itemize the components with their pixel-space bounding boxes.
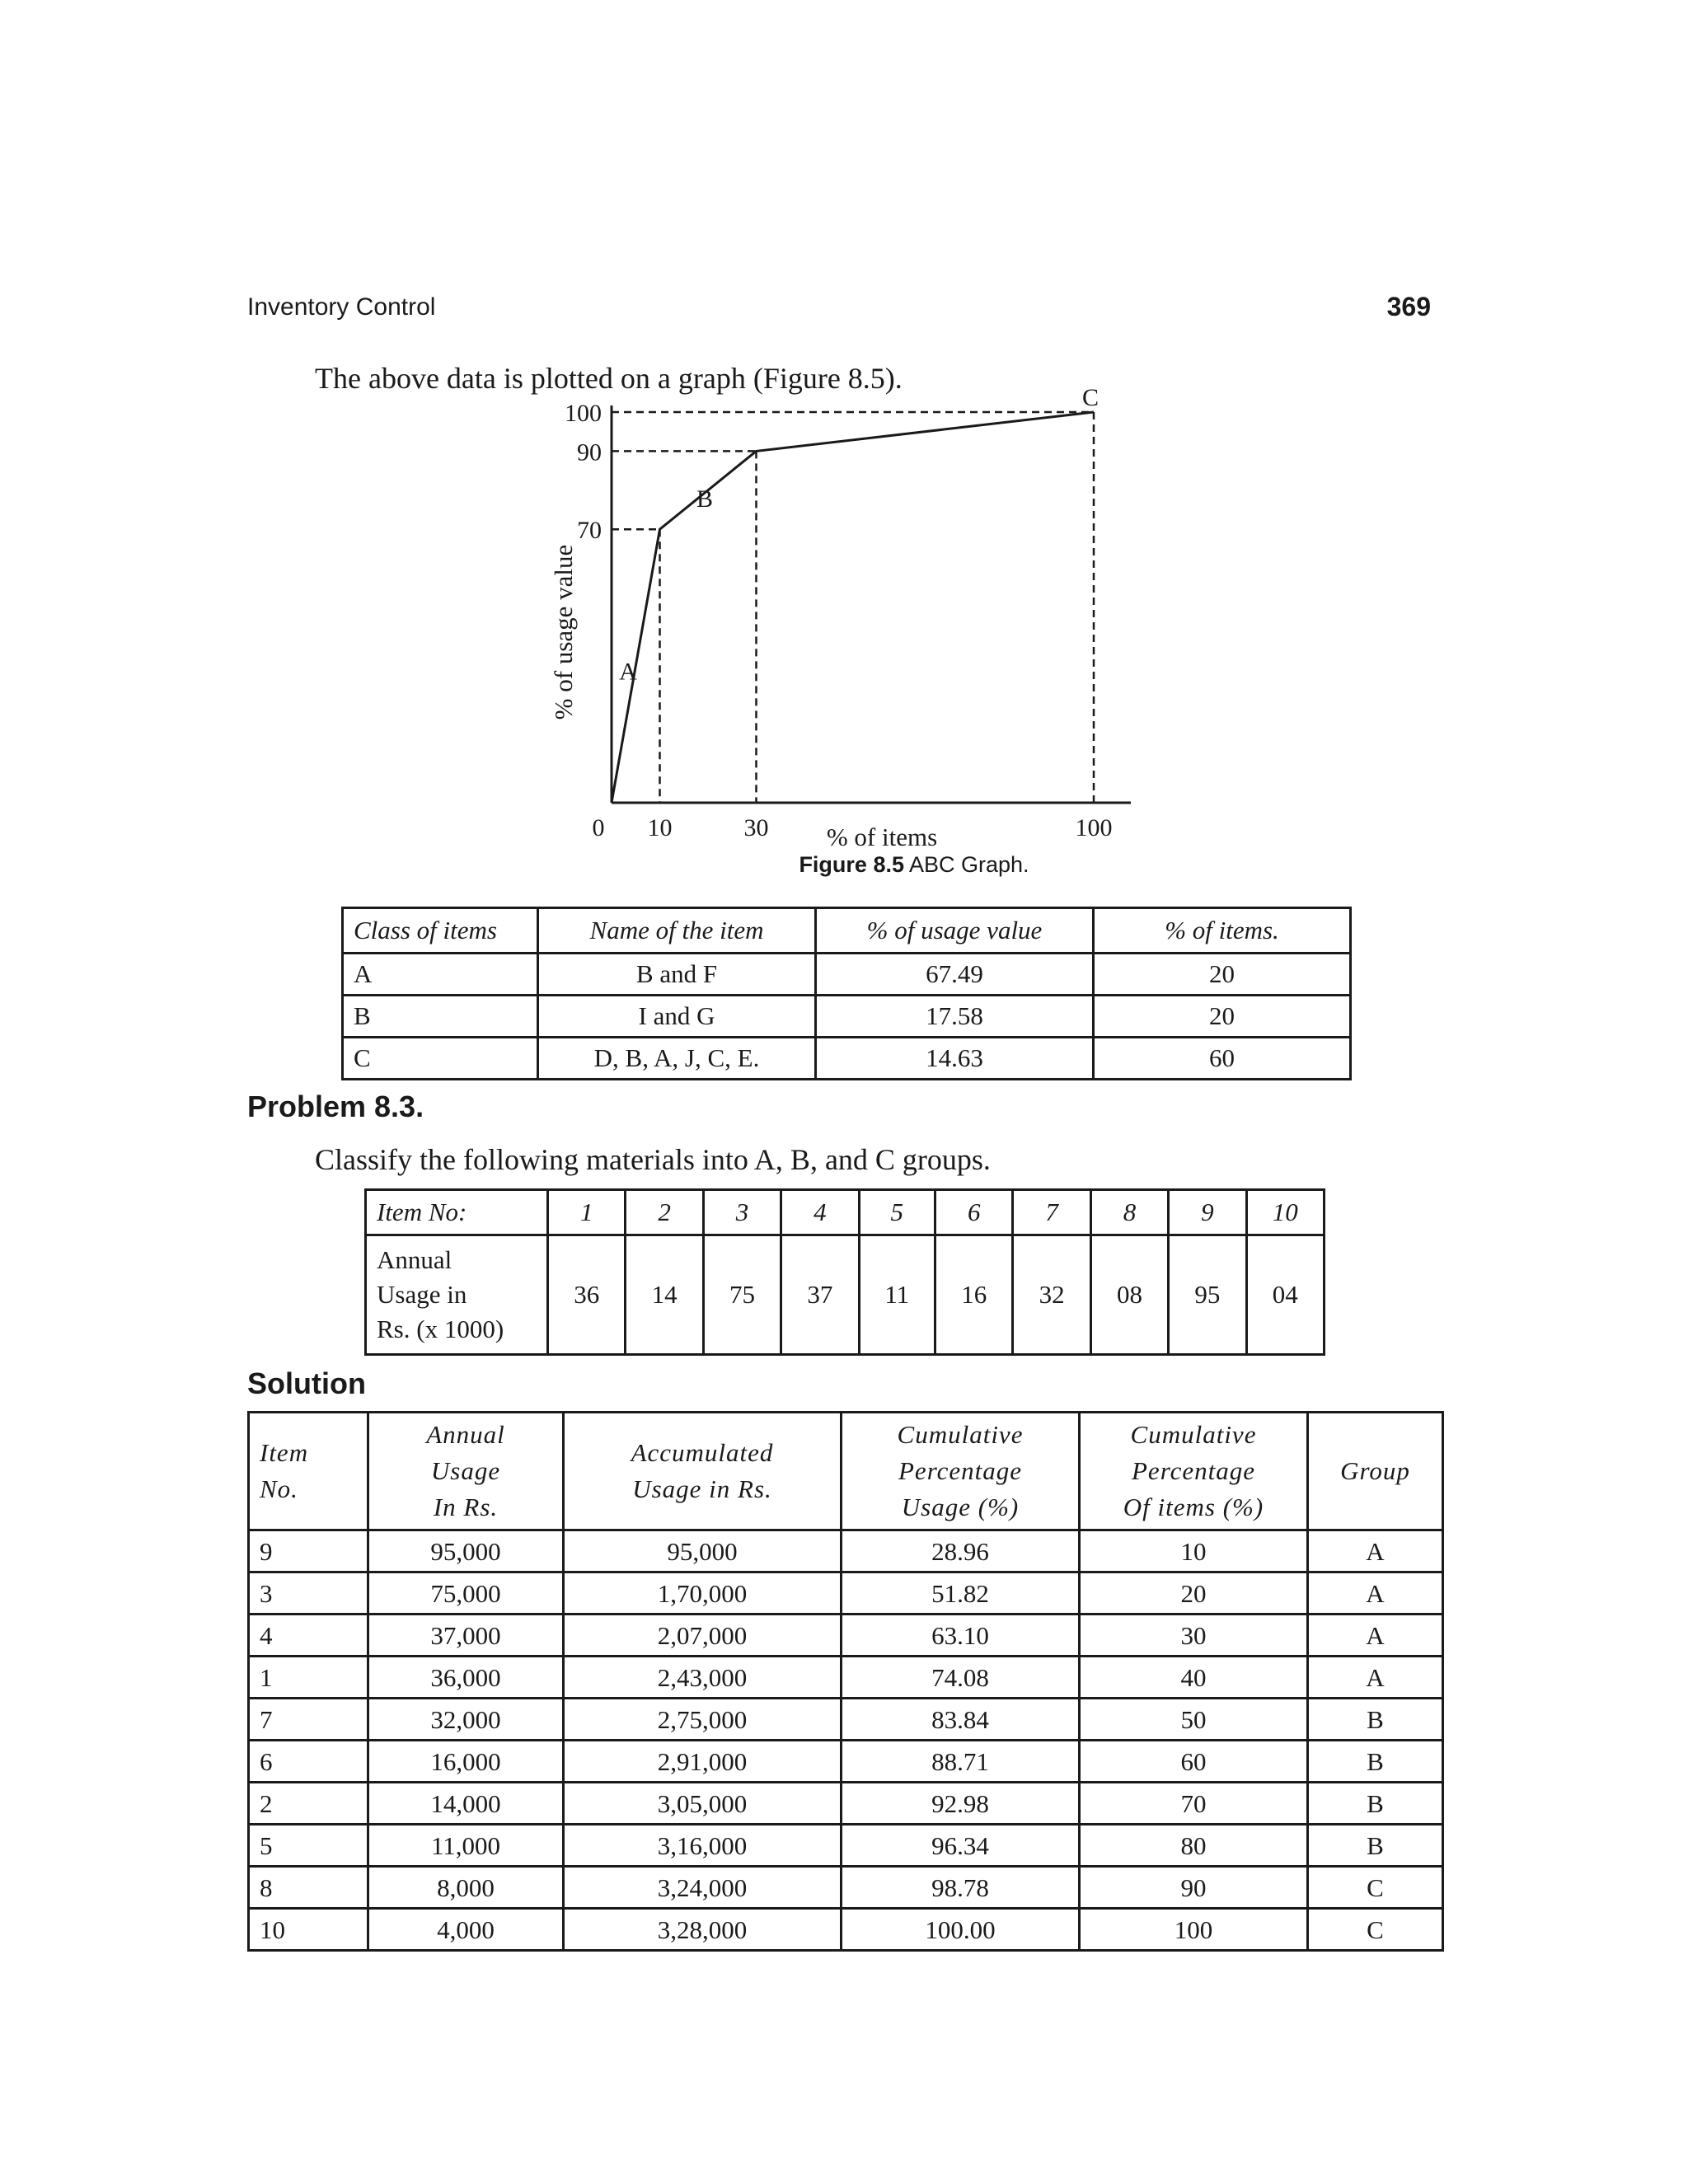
item-number-cell: 5 [859,1190,935,1235]
figure-caption-text: ABC Graph. [903,852,1029,877]
solution-row [249,1615,1443,1657]
intro-paragraph: The above data is plotted on a graph (Figure 8.5). [315,362,903,395]
class-table-cell: 60 [1094,1038,1351,1080]
solution-cell: 28.96 [842,1530,1080,1572]
solution-header-line: Usage (%) [901,1493,1020,1521]
solution-cell: 51.82 [842,1572,1080,1615]
solution-row [249,1657,1443,1699]
solution-table [247,1411,1444,1952]
solution-header-cell [842,1413,1080,1530]
class-table-row [343,996,1351,1038]
class-table-header-row [343,908,1351,954]
annual-usage-label-line: Annual [377,1245,452,1274]
abc-graph [0,0,1688,874]
solution-cell: 3,24,000 [564,1867,842,1909]
solution-row [249,1825,1443,1867]
solution-cell: A [1308,1530,1443,1572]
solution-header-row [249,1413,1443,1530]
solution-cell: 63.10 [842,1615,1080,1657]
solution-cell: 2,75,000 [564,1699,842,1741]
solution-row [249,1867,1443,1909]
item-number-cell: 3 [703,1190,781,1235]
solution-cell: 3,28,000 [564,1909,842,1951]
solution-header-line: In Rs. [433,1493,499,1521]
header-usage-value: % of usage value [816,908,1094,954]
solution-cell: 100 [1080,1909,1308,1951]
solution-heading: Solution [247,1366,366,1400]
solution-row [249,1530,1443,1572]
item-number-cell: 6 [935,1190,1013,1235]
item-number-cell: 1 [548,1190,626,1235]
annual-usage-cell: 75 [703,1235,781,1355]
solution-cell: 36,000 [368,1657,564,1699]
solution-cell: B [1308,1783,1443,1825]
class-table-cell: 67.49 [816,954,1094,996]
solution-header-line: Cumulative [897,1420,1024,1449]
solution-header-cell [1308,1413,1443,1530]
class-table-cell: 17.58 [816,996,1094,1038]
solution-cell: 75,000 [368,1572,564,1615]
solution-cell: 6 [249,1741,368,1783]
y-tick-label: 70 [577,517,602,545]
annual-usage-cell: 11 [859,1235,935,1355]
page-number: 369 [1386,292,1431,321]
problem-text: Classify the following materials into A, B, and C groups. [315,1143,991,1176]
solution-cell: 74.08 [842,1657,1080,1699]
solution-cell: 2,07,000 [564,1615,842,1657]
class-table-cell: 20 [1094,996,1351,1038]
solution-cell: 3,16,000 [564,1825,842,1867]
solution-header-line: Cumulative [1130,1420,1257,1449]
solution-cell: 4 [249,1615,368,1657]
solution-cell: 9 [249,1530,368,1572]
solution-cell: 92.98 [842,1783,1080,1825]
annual-usage-cell: 95 [1169,1235,1246,1355]
class-table-cell: B and F [538,954,816,996]
solution-cell: 7 [249,1699,368,1741]
solution-cell: 100.00 [842,1909,1080,1951]
solution-cell: 40 [1080,1657,1308,1699]
class-table-cell: 14.63 [816,1038,1094,1080]
solution-cell: 95,000 [368,1530,564,1572]
solution-cell: 11,000 [368,1825,564,1867]
solution-cell: 32,000 [368,1699,564,1741]
segment-label: C [1081,384,1100,411]
solution-cell: 8 [249,1867,368,1909]
solution-row [249,1909,1443,1951]
solution-header-cell [368,1413,564,1530]
solution-cell: 3 [249,1572,368,1615]
figure-caption-label: Figure 8.5 [799,852,904,877]
solution-cell: 95,000 [564,1530,842,1572]
solution-cell: 3,05,000 [564,1783,842,1825]
solution-cell: C [1308,1867,1443,1909]
solution-cell: 90 [1080,1867,1308,1909]
x-tick-label: 100 [1075,814,1113,841]
solution-header-line: Accumulated [631,1438,774,1467]
problem-heading: Problem 8.3. [247,1090,424,1123]
problem-table [364,1188,1325,1356]
solution-header-line: Group [1340,1456,1410,1485]
solution-cell: C [1308,1909,1443,1951]
solution-header-cell [1080,1413,1308,1530]
problem-item-row [366,1190,1325,1235]
solution-row [249,1572,1443,1615]
item-no-label: Item No: [366,1190,548,1235]
class-table-row [343,1038,1351,1080]
solution-cell: 60 [1080,1741,1308,1783]
class-table-cell: A [343,954,538,996]
solution-cell: 5 [249,1825,368,1867]
solution-row [249,1783,1443,1825]
annual-usage-label-line: Usage in [377,1280,467,1309]
class-table [341,907,1352,1080]
running-head: Inventory Control [247,293,436,321]
item-number-cell: 7 [1013,1190,1090,1235]
x-tick-label: 10 [647,814,673,841]
solution-cell: 14,000 [368,1783,564,1825]
header-class-of-items: Class of items [343,908,538,954]
solution-header-cell [564,1413,842,1530]
solution-cell: A [1308,1572,1443,1615]
solution-header-line: No. [260,1474,298,1503]
solution-cell: B [1308,1699,1443,1741]
solution-cell: 80 [1080,1825,1308,1867]
solution-header-line: Usage [430,1456,501,1485]
item-number-cell: 4 [781,1190,859,1235]
annual-usage-cell: 14 [626,1235,703,1355]
item-number-cell: 2 [626,1190,703,1235]
solution-cell: 30 [1080,1615,1308,1657]
y-axis-label: % of usage value [549,544,578,720]
solution-cell: 96.34 [842,1825,1080,1867]
class-table-cell: I and G [538,996,816,1038]
x-tick-label: 0 [592,814,605,841]
solution-cell: 37,000 [368,1615,564,1657]
solution-cell: 70 [1080,1783,1308,1825]
annual-usage-cell: 08 [1090,1235,1168,1355]
solution-cell: 16,000 [368,1741,564,1783]
solution-header-line: Of items (%) [1123,1493,1264,1521]
solution-cell: 1,70,000 [564,1572,842,1615]
item-number-cell: 10 [1246,1190,1324,1235]
class-table-cell: C [343,1038,538,1080]
class-table-cell: 20 [1094,954,1351,996]
x-axis-label: % of items [826,823,938,851]
header-name-of-item: Name of the item [538,908,816,954]
solution-cell: B [1308,1825,1443,1867]
solution-cell: 1 [249,1657,368,1699]
item-number-cell: 8 [1090,1190,1168,1235]
solution-cell: 50 [1080,1699,1308,1741]
annual-usage-cell: 37 [781,1235,859,1355]
item-number-cell: 9 [1169,1190,1246,1235]
solution-cell: 20 [1080,1572,1308,1615]
solution-header-cell [249,1413,368,1530]
annual-usage-cell: 16 [935,1235,1013,1355]
annual-usage-cell: 04 [1246,1235,1324,1355]
solution-cell: 8,000 [368,1867,564,1909]
figure-caption [0,852,1688,878]
class-table-row [343,954,1351,996]
solution-header-line: Annual [426,1420,505,1449]
solution-cell: 88.71 [842,1741,1080,1783]
solution-header-line: Percentage [1132,1456,1255,1485]
solution-cell: A [1308,1657,1443,1699]
abc-curve [612,412,1094,803]
solution-cell: 83.84 [842,1699,1080,1741]
header-percent-items: % of items. [1094,908,1351,954]
annual-usage-cell: 36 [548,1235,626,1355]
class-table-cell: B [343,996,538,1038]
solution-row [249,1699,1443,1741]
solution-cell: 2 [249,1783,368,1825]
solution-header-line: Usage in Rs. [632,1474,772,1503]
solution-cell: 2,43,000 [564,1657,842,1699]
solution-cell: 4,000 [368,1909,564,1951]
class-table-cell: D, B, A, J, C, E. [538,1038,816,1080]
problem-usage-row [366,1235,1325,1355]
solution-header-line: Item [260,1438,309,1467]
solution-cell: 98.78 [842,1867,1080,1909]
solution-cell: A [1308,1615,1443,1657]
annual-usage-label-line: Rs. (x 1000) [377,1315,504,1343]
segment-label: A [619,658,637,686]
solution-row [249,1741,1443,1783]
solution-cell: 10 [1080,1530,1308,1572]
solution-cell: 2,91,000 [564,1741,842,1783]
solution-header-line: Percentage [898,1456,1022,1485]
y-tick-label: 100 [565,400,602,427]
segment-label: B [696,485,714,513]
x-tick-label: 30 [743,814,769,841]
solution-cell: B [1308,1741,1443,1783]
solution-cell: 10 [249,1909,368,1951]
annual-usage-label [366,1235,548,1355]
y-tick-label: 90 [577,438,602,466]
annual-usage-cell: 32 [1013,1235,1090,1355]
